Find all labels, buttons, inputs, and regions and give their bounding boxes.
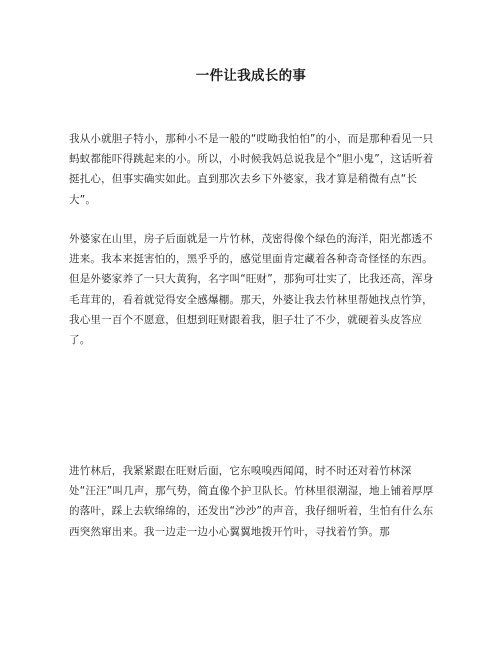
paragraph-3: 进竹林后，我紧紧跟在旺财后面，它东嗅嗅西闻闻，时不时还对着竹林深处“汪汪”叫几声，那气势，简直像个护卫队长。竹林里很潮湿，地上铺着厚厚的落叶，踩上去软绵绵的，还发出“沙沙”的声音，我仔细听着，生怕有什么东西突然窜出来。我一边走一边小心翼翼地拨开竹叶，寻找着竹笋。那: [69, 465, 434, 538]
paragraph-2: 外婆家在山里，房子后面就是一片竹林，茂密得像个绿色的海洋，阳光都透不进来。我本来挺害怕的，黑乎乎的，感觉里面肯定藏着各种奇奇怪怪的东西。但是外婆家养了一只大黄狗，名字叫“旺财”，那狗可壮实了，比我还高，浑身毛茸茸的，看着就觉得安全感爆棚。那天，外婆让我去竹林里帮她找点竹笋，我心里一百个不愿意，但想到旺财跟着我，胆子壮了不少，就硬着头皮答应了。: [69, 233, 434, 347]
document-title: 一件让我成长的事: [195, 68, 307, 84]
paragraph-1: 我从小就胆子特小，那种小不是一般的“哎呦我怕怕”的小，而是那种看见一只蚂蚁都能吓得跳起来的小。所以，小时候我妈总说我是个“胆小鬼”，这话听着挺扎心，但事实确实如此。直到那次去乡下外婆家，我才算是稍微有点“长大”。: [69, 133, 434, 206]
